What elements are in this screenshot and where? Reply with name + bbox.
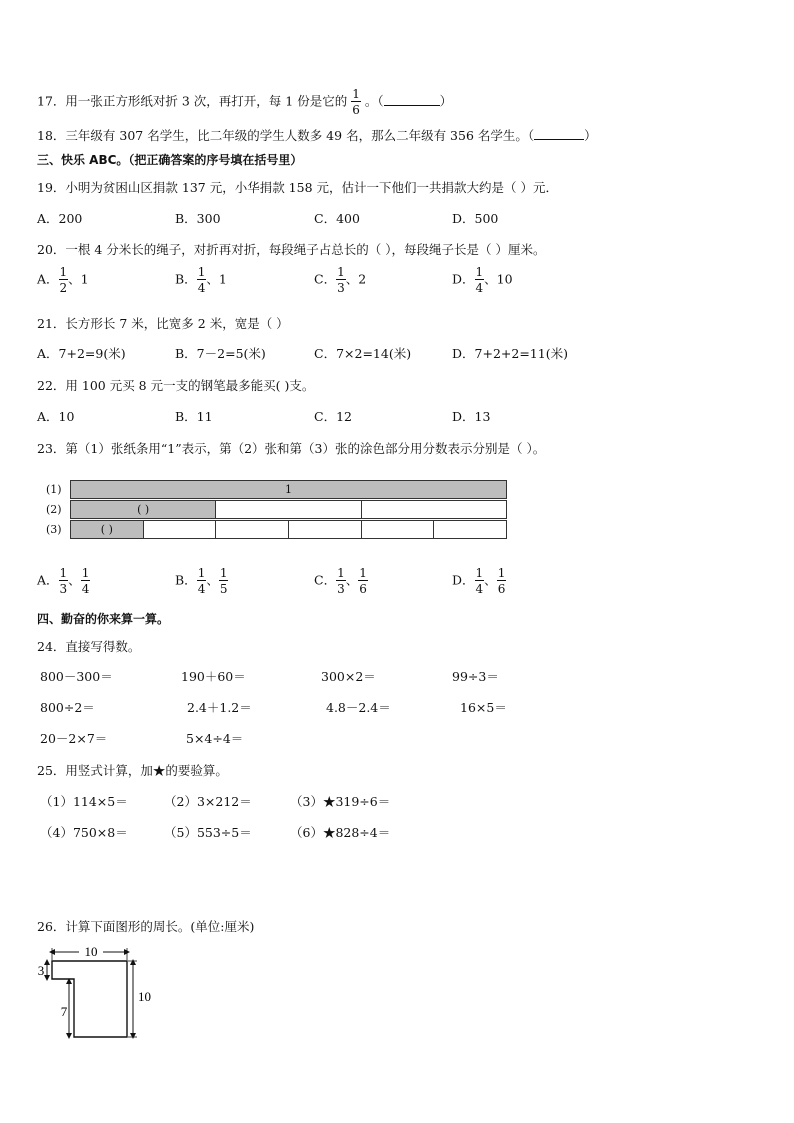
strip-cell xyxy=(362,501,506,518)
strip-cell xyxy=(289,521,362,538)
answer-blank[interactable] xyxy=(534,127,584,140)
option-a: A． $\frac{1}{3}$ 、 $\frac{1}{4}$ xyxy=(37,566,90,596)
option-c: C．7×2=14(米) xyxy=(314,346,412,361)
vertical-calc: （3）★319÷6＝ xyxy=(290,794,391,809)
oral-calc: 800÷2＝ xyxy=(40,700,95,715)
paper-strip-3 xyxy=(70,520,507,539)
question-17: 17．用一张正方形纸对折 3 次，再打开，每 1 份是它的 $\frac{1}{6}$ 。（ ） xyxy=(37,87,453,117)
option-c: C．400 xyxy=(314,211,360,226)
option-d: D．7+2+2=11(米) xyxy=(452,346,568,361)
option-d: D． $\frac{1}{4}$ 、 $\frac{1}{6}$ xyxy=(452,566,506,596)
strip-cell-shaded: ( ) xyxy=(71,521,144,538)
option-b: B．300 xyxy=(175,211,221,226)
fraction: $\frac{1}{4}$ xyxy=(475,265,484,295)
fraction: $\frac{1}{6}$ xyxy=(359,566,367,596)
option-b: B．11 xyxy=(175,409,213,424)
section-3-title: 三、快乐 ABC。（把正确答案的序号填在括号里） xyxy=(37,153,303,167)
question-17-text: 17．用一张正方形纸对折 3 次，再打开，每 1 份是它的 xyxy=(37,93,348,109)
question-19-text: 19．小明为贫困山区捐款 137 元，小华捐款 158 元，估计一下他们一共捐款大约是（ ）元． xyxy=(37,180,558,195)
option-b: B． $\frac{1}{4}$ 、 $\frac{1}{5}$ xyxy=(175,566,228,596)
oral-calc: 2.4＋1.2＝ xyxy=(187,700,252,715)
strip-cell: 1 xyxy=(71,481,506,498)
figure-outline xyxy=(52,961,127,1037)
option-c: C．12 xyxy=(314,409,352,424)
oral-calc: 5×4÷4＝ xyxy=(186,731,244,746)
question-21-text: 21．长方形长 7 米，比宽多 2 米，宽是（ ） xyxy=(37,316,289,331)
t-shape-diagram xyxy=(34,944,164,1044)
oral-calc: 300×2＝ xyxy=(321,669,376,684)
option-d: D．13 xyxy=(452,409,491,424)
dim-left-bottom-label: 7 xyxy=(60,1004,68,1019)
paper-strip-2 xyxy=(70,500,507,519)
option-a: A．200 xyxy=(37,211,83,226)
strip-cell xyxy=(216,521,289,538)
question-18: 18．三年级有 307 名学生，比二年级的学生人数多 49 名，那么二年级有 356 名学生。（ ） xyxy=(37,128,597,143)
section-4-title: 四、勤奋的你来算一算。 xyxy=(37,612,170,626)
fraction: $\frac{1}{4}$ xyxy=(81,566,90,596)
vertical-calc: （4）750×8＝ xyxy=(40,825,128,840)
vertical-calc: （6）★828÷4＝ xyxy=(290,825,391,840)
option-a: A． $\frac{1}{2}$ 、1 xyxy=(37,265,89,295)
fraction: $\frac{1}{4}$ xyxy=(197,265,206,295)
answer-blank[interactable] xyxy=(384,93,440,106)
question-24-text: 24．直接写得数。 xyxy=(37,639,141,654)
question-20-text: 20．一根 4 分米长的绳子，对折再对折，每段绳子占总长的（ ），每段绳子长是（ ）厘米。 xyxy=(37,242,546,257)
option-c: C． $\frac{1}{3}$ 、 $\frac{1}{6}$ xyxy=(314,566,367,596)
question-22-text: 22．用 100 元买 8 元一支的钢笔最多能买( )支。 xyxy=(37,378,315,393)
perimeter-figure xyxy=(34,944,164,1044)
option-b: B． $\frac{1}{4}$ 、1 xyxy=(175,265,227,295)
vertical-calc: （1）114×5＝ xyxy=(40,794,128,809)
option-a: A．7+2=9(米) xyxy=(37,346,126,361)
strip-cell-shaded: ( ) xyxy=(71,501,216,518)
dim-right-label: 10 xyxy=(138,989,151,1004)
option-a: A．10 xyxy=(37,409,75,424)
option-d: D．500 xyxy=(452,211,499,226)
vertical-calc: （5）553÷5＝ xyxy=(164,825,252,840)
strip-cell xyxy=(216,501,361,518)
fraction: $\frac{1}{4}$ xyxy=(197,566,206,596)
strip-cell xyxy=(362,521,435,538)
strip-2-label: (2) xyxy=(46,503,62,516)
oral-calc: 190＋60＝ xyxy=(181,669,246,684)
oral-calc: 99÷3＝ xyxy=(452,669,499,684)
fraction: $\frac{1}{3}$ xyxy=(337,265,345,295)
strip-1-label: (1) xyxy=(46,483,62,496)
fraction: $\frac{1}{5}$ xyxy=(219,566,228,596)
fraction: $\frac{1}{6}$ xyxy=(352,87,360,117)
fraction: $\frac{1}{2}$ xyxy=(59,265,68,295)
option-b: B．7－2=5(米) xyxy=(175,346,266,361)
question-26-text: 26．计算下面图形的周长。(单位:厘米) xyxy=(37,919,255,934)
oral-calc: 16×5＝ xyxy=(460,700,507,715)
strip-cell xyxy=(434,521,506,538)
fraction: $\frac{1}{4}$ xyxy=(475,566,484,596)
question-25-text: 25．用竖式计算，加★的要验算。 xyxy=(37,763,228,778)
fraction: $\frac{1}{6}$ xyxy=(497,566,506,596)
paper-strip-1 xyxy=(70,480,507,499)
fraction: $\frac{1}{3}$ xyxy=(59,566,68,596)
strip-cell xyxy=(144,521,217,538)
oral-calc: 800－300＝ xyxy=(40,669,113,684)
question-18-text: 18．三年级有 307 名学生，比二年级的学生人数多 49 名，那么二年级有 356 名学生。（ xyxy=(37,128,535,143)
oral-calc: 20－2×7＝ xyxy=(40,731,108,746)
option-c: C． $\frac{1}{3}$ 、2 xyxy=(314,265,367,295)
dim-left-top-label: 3 xyxy=(37,963,45,978)
oral-calc: 4.8－2.4＝ xyxy=(326,700,391,715)
vertical-calc: （2）3×212＝ xyxy=(164,794,252,809)
fraction: $\frac{1}{3}$ xyxy=(337,566,345,596)
question-23-text: 23．第（1）张纸条用“1”表示，第（2）张和第（3）张的涂色部分用分数表示分别是（ ）。 xyxy=(37,441,546,456)
dim-top-label: 10 xyxy=(84,944,98,959)
strip-3-label: (3) xyxy=(46,523,62,536)
option-d: D． $\frac{1}{4}$ 、10 xyxy=(452,265,513,295)
